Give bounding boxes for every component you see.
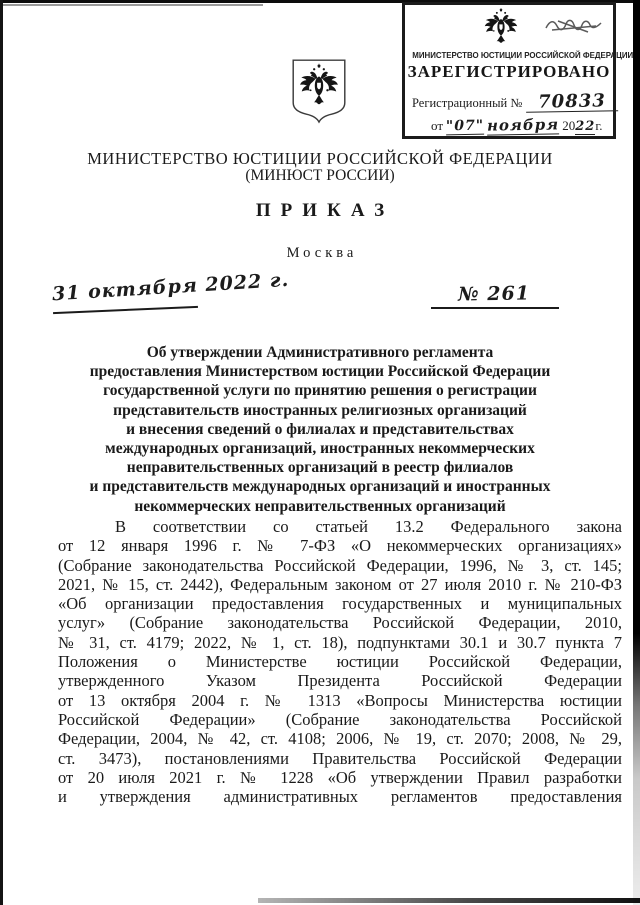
body-line: Федерации, 2004, № 42, ст. 4108; 2006, № 19, ст. 2070; 2008, № 29,	[58, 729, 622, 749]
city-label: Москва	[286, 245, 358, 261]
handwritten-date: 31 октября 2022 г.	[51, 268, 290, 306]
stamp-registered-label: ЗАРЕГИСТРИРОВАНО	[407, 62, 611, 81]
stamp-date-year-printed: 20	[562, 118, 576, 133]
stamp-ministry-label: МИНИСТЕРСТВО ЮСТИЦИИ РОССИЙСКОЙ ФЕДЕРАЦИИ	[412, 50, 634, 60]
subject-line: предоставления Министерством юстиции Российской Федерации	[89, 363, 551, 381]
body-line: от 12 января 1996 г. № 7-ФЗ «О некоммерческих организациях»	[58, 536, 622, 556]
stamp-date-prefix: от	[431, 118, 444, 133]
subject-line: некоммерческих неправительственных организаций	[134, 497, 506, 515]
body-line: (Собрание законодательства Российской Федерации, 1996, № 3, ст. 145;	[58, 555, 622, 575]
stamp-date-day-handwritten: "07"	[445, 117, 485, 135]
subject-title	[30, 343, 610, 516]
body-line: Положения о Министерстве юстиции Российской Федерации,	[58, 652, 622, 672]
body-line: «Об организации предоставления государственных и муниципальных	[58, 594, 622, 614]
subject-line: международных организаций, иностранных некоммерческих	[105, 440, 535, 458]
subject-line: Об утверждении Административного регламента	[146, 344, 494, 361]
ministry-name: МИНИСТЕРСТВО ЮСТИЦИИ РОССИЙСКОЙ ФЕДЕРАЦИИ	[87, 149, 553, 168]
scan-edge-bottom	[258, 898, 640, 903]
body-paragraph	[58, 517, 622, 806]
stamp-emblem-icon	[483, 8, 519, 48]
registration-stamp	[402, 2, 634, 139]
subject-line: государственной услуги по принятию решения о регистрации	[103, 382, 537, 400]
document-type-title: ПРИКАЗ	[255, 200, 395, 221]
body-line: услуг» (Собрание законодательства Российской Федерации, 2010,	[58, 613, 622, 633]
scan-edge-top-gray	[0, 4, 263, 6]
body-line: ст. 3473), постановлениями Правительства Российской Федерации	[58, 748, 622, 768]
stamp-scribble-mark-icon	[543, 16, 605, 36]
scan-edge-left	[0, 0, 3, 905]
body-line: от 13 октября 2004 г. № 1313 «Вопросы Министерства юстиции	[58, 690, 622, 710]
stamp-date-suffix: г.	[595, 118, 603, 133]
coat-of-arms-icon	[289, 57, 349, 127]
body-line: № 31, ст. 4179; 2022, № 1, ст. 18), подпунктами 30.1 и 30.7 пункта 7	[58, 632, 622, 652]
stamp-date-month-handwritten: ноября	[486, 115, 560, 135]
stamp-date-year-handwritten: 22	[575, 119, 596, 134]
body-line: 2021, № 15, ст. 2442), Федеральным законом от 27 июля 2010 г. № 210-ФЗ	[58, 574, 622, 594]
scan-edge-right	[633, 0, 640, 905]
handwritten-order-number: № 261	[457, 282, 531, 306]
subject-line: неправительственных организаций в реестр филиалов	[126, 459, 514, 477]
subject-line: представительств иностранных религиозных организаций	[113, 401, 527, 419]
stamp-reg-number-label: Регистрационный №	[412, 96, 523, 110]
stamp-reg-number-handwritten: 70833	[526, 92, 618, 113]
body-line: от 20 июля 2021 г. № 1228 «Об утверждении Правил разработки	[58, 767, 622, 787]
ministry-short-name: (МИНЮСТ РОССИИ)	[245, 167, 395, 184]
body-line: Российской Федерации» (Собрание законодательства Российской	[58, 709, 622, 729]
body-line: и утверждения административных регламентов предоставления	[58, 787, 622, 807]
body-line: В соответствии со статьей 13.2 Федерального закона	[115, 517, 622, 536]
subject-line: и представительств международных организаций и иностранных	[89, 478, 551, 496]
stamp-registration-number-row	[412, 90, 618, 113]
body-line: утвержденного Указом Президента Российской Федерации	[58, 671, 622, 691]
order-number-underline	[431, 307, 559, 309]
subject-line: и внесения сведений о филиалах и представительствах	[126, 420, 514, 438]
stamp-date-row	[431, 117, 602, 135]
date-underline	[53, 306, 198, 314]
